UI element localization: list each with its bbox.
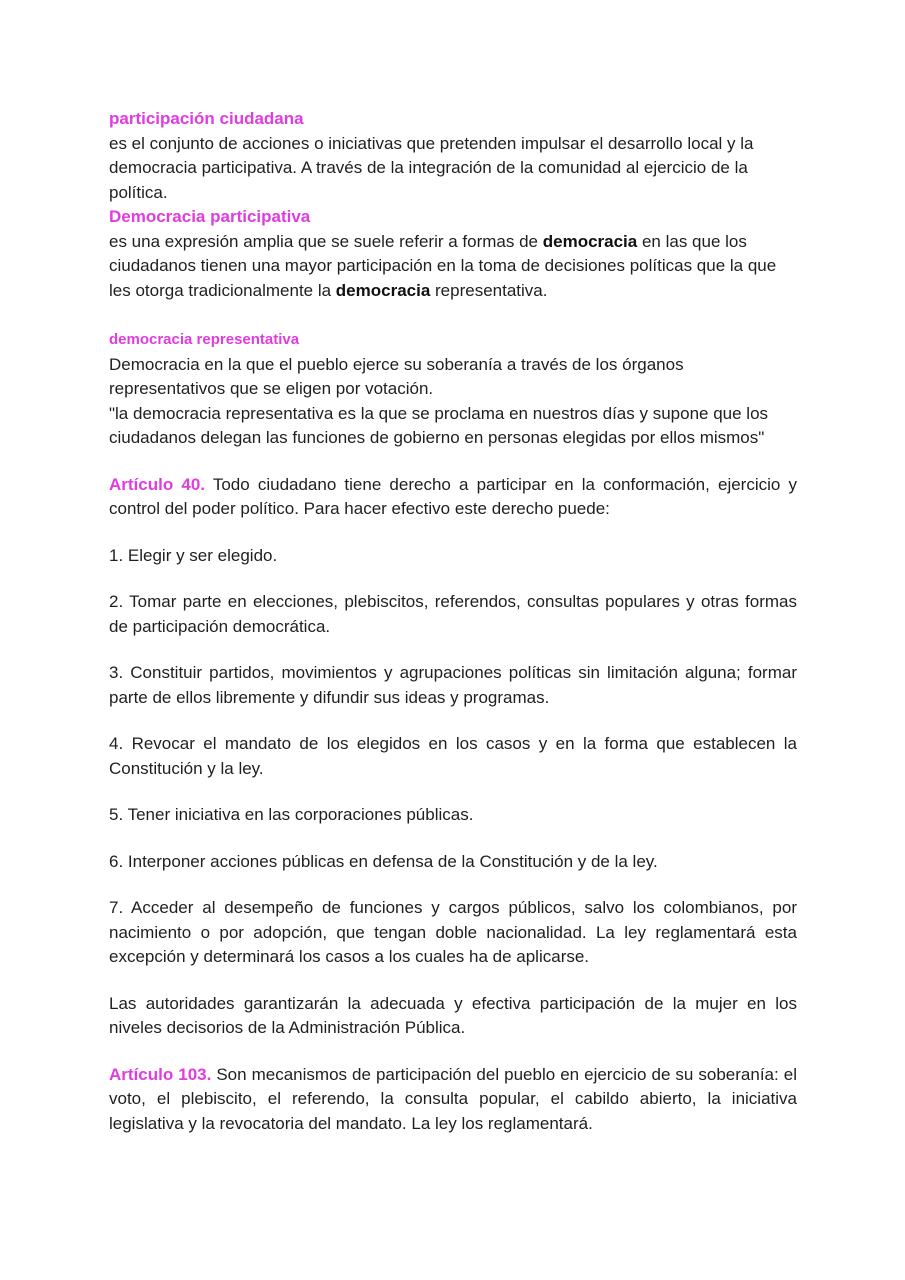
body-part: representativa. xyxy=(430,280,548,300)
articulo-40-item: 7. Acceder al desempeño de funciones y cargos públicos, salvo los colombianos, por nacimiento o por adopción, que tengan doble nacionalidad. La ley reglamentará esta excepción y determinará los casos a los cuales ha de aplicarse. xyxy=(109,898,797,966)
articulo-40-text: Todo ciudadano tiene derecho a participar en la conformación, ejercicio y control del poder político. Para hacer efectivo este derecho puede: xyxy=(109,474,797,518)
articulo-103 xyxy=(109,1063,797,1137)
heading-democracia-participativa: Democracia participativa xyxy=(109,207,311,226)
articulo-40-item: 5. Tener iniciativa en las corporaciones públicas. xyxy=(109,805,474,824)
body-part: es una expresión amplia que se suele referir a formas de xyxy=(109,231,543,251)
articulo-40-item: 6. Interponer acciones públicas en defensa de la Constitución y de la ley. xyxy=(109,851,658,871)
section-participacion xyxy=(109,107,797,205)
articulo-40-closing: Las autoridades garantizarán la adecuada y efectiva participación de la mujer en los niveles decisorios de la Administración Pública. xyxy=(109,993,797,1037)
bold-term: democracia xyxy=(542,231,638,251)
section-democracia-participativa xyxy=(109,205,797,303)
articulo-40-item: 1. Elegir y ser elegido. xyxy=(109,545,278,565)
articulo-103-text: Son mecanismos de participación del pueblo en ejercicio de su soberanía: el voto, el plebiscito, el referendo, la consulta popular, el cabildo abierto, la iniciativa legislativa y la revocatoria del mandato. La ley los reglamentará. xyxy=(109,1064,797,1133)
articulo-40-label: Artículo 40. xyxy=(109,474,205,494)
articulo-40-item: 2. Tomar parte en elecciones, plebiscitos, referendos, consultas populares y otras formas de participación democrática. xyxy=(109,592,797,636)
body-part: en las que los ciudadanos tienen una mayor participación en la toma de decisiones políticas que la que les otorga tradicionalmente la xyxy=(109,231,777,300)
articulo-40-item: 4. Revocar el mandato de los elegidos en los casos y en la forma que establecen la Constitución y la ley. xyxy=(109,734,797,778)
section-democracia-representativa xyxy=(109,327,797,451)
definition-democracia-representativa: Democracia en la que el pueblo ejerce su soberanía a través de los órganos representativos que se eligen por votación. xyxy=(109,354,684,398)
articulo-103-label: Artículo 103. xyxy=(109,1064,212,1084)
heading-participacion-ciudadana: participación ciudadana xyxy=(109,109,304,128)
articulo-40-item: 3. Constituir partidos, movimientos y agrupaciones políticas sin limitación alguna; formar parte de ellos libremente y difundir sus ideas y programas. xyxy=(109,663,797,707)
document-page xyxy=(109,107,797,1136)
heading-democracia-representativa: democracia representativa xyxy=(109,331,300,348)
articulo-40-intro xyxy=(109,473,797,522)
body-participacion-ciudadana: es el conjunto de acciones o iniciativas que pretenden impulsar el desarrollo local y la democracia participativa. A través de la integración de la comunidad al ejercicio de la política. xyxy=(109,133,754,202)
quote-democracia-representativa: "la democracia representativa es la que se proclama en nuestros días y supone que los ciudadanos delegan las funciones de gobierno en personas elegidas por ellos mismos" xyxy=(109,403,769,447)
bold-term: democracia xyxy=(335,280,431,300)
